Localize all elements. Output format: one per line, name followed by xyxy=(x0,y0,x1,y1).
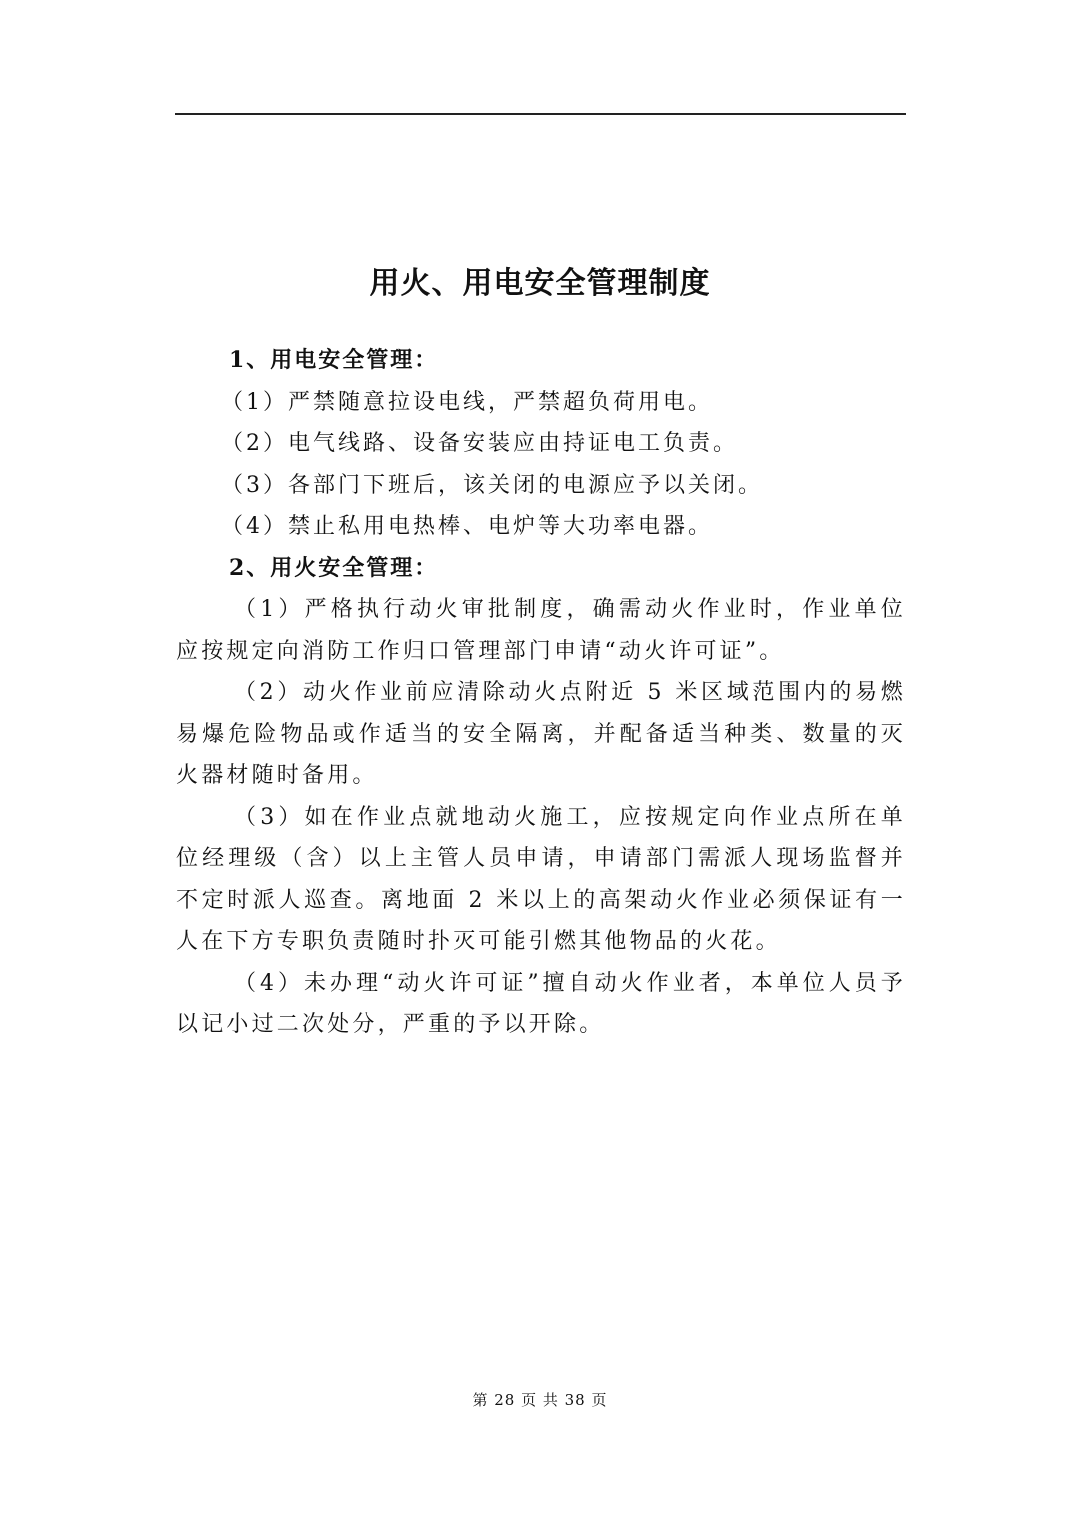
fire-rule-3: （3）如在作业点就地动火施工，应按规定向作业点所在单位经理级（含）以上主管人员申请，申请部门需派人现场监督并不定时派人巡查。离地面 2 米以上的高架动火作业必须保证有一人在下方专职负责随时扑灭可能引燃其他物品的火花。 xyxy=(176,804,906,954)
fire-rule-2: （2）动火作业前应清除动火点附近 5 米区域范围内的易燃易爆危险物品或作适当的安全隔离，并配备适当种类、数量的灭火器材随时备用。 xyxy=(176,680,906,788)
electricity-rule-3: （3）各部门下班后，该关闭的电源应予以关闭。 xyxy=(221,472,763,498)
page-footer: 第 28 页 共 38 页 xyxy=(472,1391,608,1409)
document-title: 用火、用电安全管理制度 xyxy=(369,266,711,301)
document-body xyxy=(176,340,906,1046)
fire-rule-4: （4）未办理“动火许可证”擅自动火作业者，本单位人员予以记小过二次处分，严重的予以开除。 xyxy=(176,970,906,1037)
electricity-rule-1: （1）严禁随意拉设电线，严禁超负荷用电。 xyxy=(221,389,713,415)
electricity-rule-4: （4）禁止私用电热棒、电炉等大功率电器。 xyxy=(221,514,713,539)
section-heading-fire: 2、用火安全管理： xyxy=(229,554,439,581)
electricity-rule-2: （2）电气线路、设备安装应由持证电工负责。 xyxy=(221,431,738,456)
section-heading-electricity: 1、用电安全管理： xyxy=(229,347,439,373)
header-rule xyxy=(175,113,906,115)
fire-rule-1: （1）严格执行动火审批制度，确需动火作业时，作业单位应按规定向消防工作归口管理部门申请“动火许可证”。 xyxy=(176,597,906,664)
